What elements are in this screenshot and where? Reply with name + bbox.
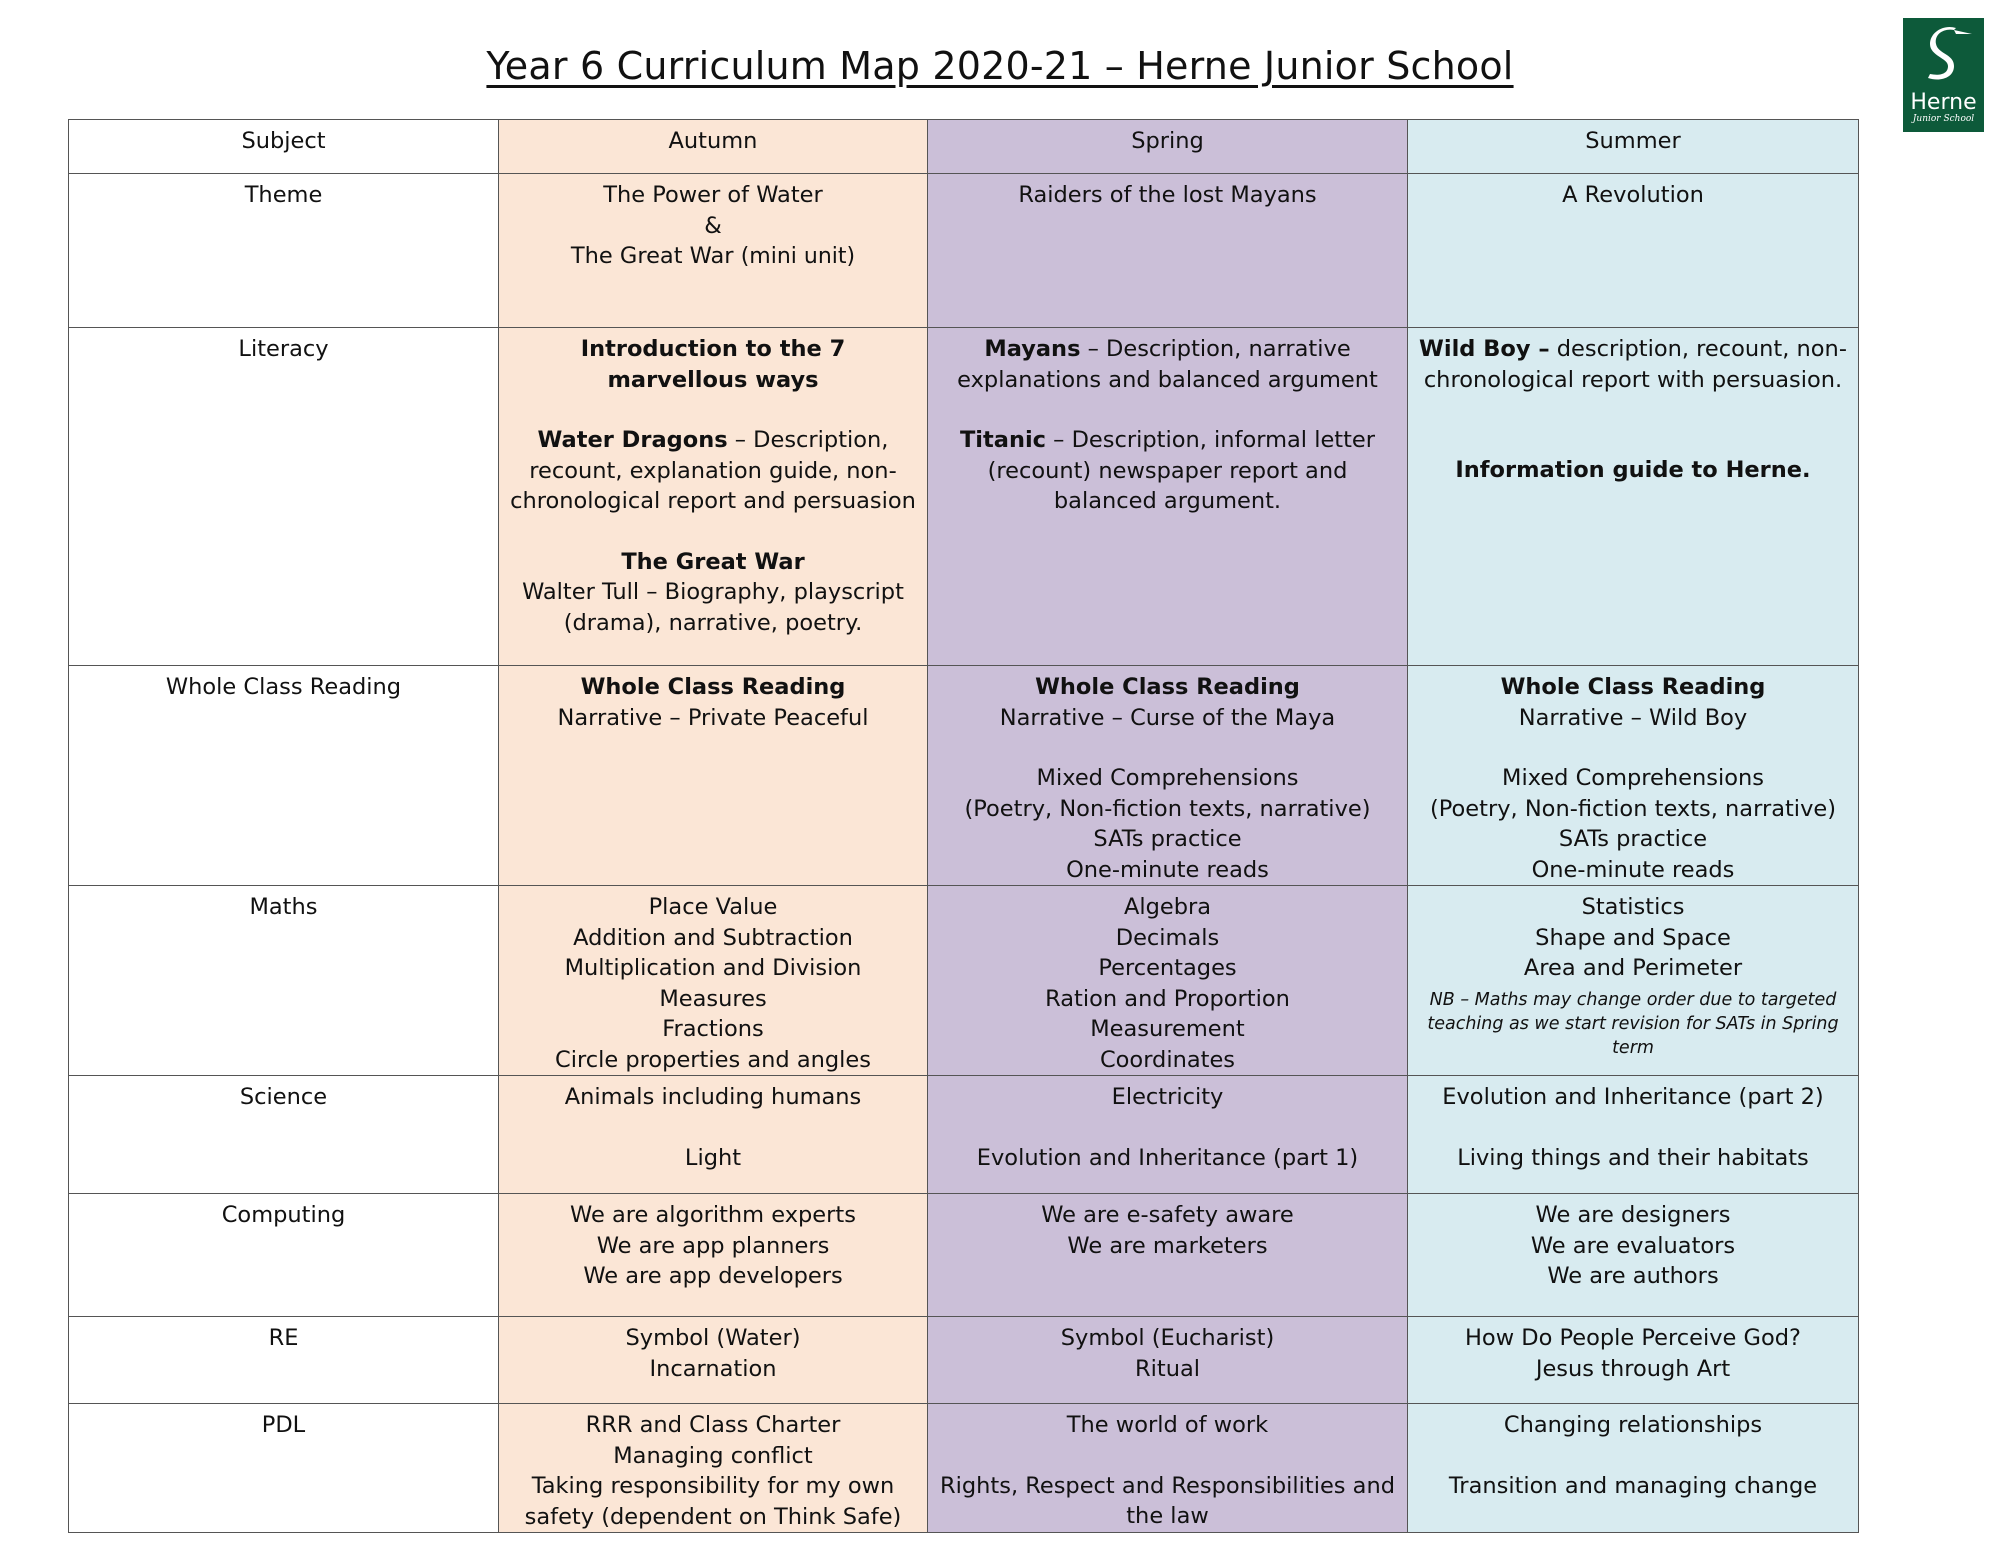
science-autumn-item: Light xyxy=(684,1144,742,1171)
maths-autumn-item: Circle properties and angles xyxy=(555,1046,871,1073)
maths-spring-item: Decimals xyxy=(1115,924,1220,951)
literacy-summer-wild-boy: Wild Boy – xyxy=(1419,336,1550,362)
reading-summer-line: SATs practice xyxy=(1558,826,1708,852)
logo-subtitle: Junior School xyxy=(1912,114,1975,124)
maths-summer xyxy=(1408,886,1859,1076)
theme-autumn-line: The Power of Water xyxy=(603,182,823,208)
theme-autumn-mini: (mini unit) xyxy=(740,244,856,269)
maths-autumn xyxy=(499,886,928,1076)
pdl-spring xyxy=(928,1404,1408,1533)
science-autumn-item: Animals including humans xyxy=(564,1084,862,1110)
re-summer xyxy=(1408,1317,1859,1404)
computing-autumn xyxy=(499,1194,928,1317)
re-spring-item: Ritual xyxy=(1134,1355,1200,1382)
header-spring: Spring xyxy=(928,120,1408,174)
maths-summer-item: Statistics xyxy=(1581,894,1685,920)
re-summer-item: How Do People Perceive God? xyxy=(1465,1325,1801,1351)
subject-theme: Theme xyxy=(69,174,499,328)
science-summer-item: Evolution and Inheritance (part 2) xyxy=(1442,1084,1824,1110)
computing-autumn-item: We are app developers xyxy=(583,1263,843,1289)
maths-summer-note: NB – Maths may change order due to targeted teaching as we start revision for SATs in Spring term xyxy=(1427,989,1839,1058)
reading-spring-line: One-minute reads xyxy=(1066,856,1269,883)
row-maths xyxy=(69,886,1859,1076)
heron-logo-icon xyxy=(1914,24,1974,90)
literacy-summer xyxy=(1408,328,1859,666)
curriculum-table xyxy=(68,119,1859,1533)
maths-spring-item: Algebra xyxy=(1123,894,1212,920)
science-summer-item: Living things and their habitats xyxy=(1457,1144,1809,1171)
header-summer: Summer xyxy=(1408,120,1859,174)
maths-autumn-item: Fractions xyxy=(662,1016,764,1042)
pdl-autumn xyxy=(499,1404,928,1533)
reading-summer-line: Mixed Comprehensions xyxy=(1502,765,1764,791)
re-summer-item: Jesus through Art xyxy=(1535,1355,1731,1382)
page-title: Year 6 Curriculum Map 2020-21 – Herne Junior School xyxy=(486,44,1514,88)
header-row xyxy=(69,120,1859,174)
logo-name: Herne xyxy=(1910,90,1977,115)
literacy-autumn-water-dragons: Water Dragons xyxy=(537,427,728,453)
reading-spring-line: (Poetry, Non-fiction texts, narrative) xyxy=(964,795,1371,822)
literacy-spring-mayans: Mayans xyxy=(984,336,1081,362)
computing-spring xyxy=(928,1194,1408,1317)
pdl-autumn-item: RRR and Class Charter xyxy=(585,1412,841,1438)
theme-spring: Raiders of the lost Mayans xyxy=(928,174,1408,328)
science-autumn xyxy=(499,1076,928,1194)
computing-summer-item: We are authors xyxy=(1547,1263,1719,1289)
subject-re: RE xyxy=(69,1317,499,1404)
reading-summer-line: Narrative – Wild Boy xyxy=(1518,704,1748,731)
re-autumn xyxy=(499,1317,928,1404)
reading-summer-line: One-minute reads xyxy=(1531,856,1735,883)
literacy-autumn-intro: Introduction to the 7 marvellous ways xyxy=(580,336,846,393)
maths-spring-item: Ration and Proportion xyxy=(1045,985,1290,1012)
subject-computing: Computing xyxy=(69,1194,499,1317)
pdl-autumn-item: Taking responsibility for my own safety (dependent on Think Safe) xyxy=(524,1473,902,1530)
literacy-autumn-great-war: The Great War xyxy=(621,548,805,575)
literacy-spring-titanic-text: – Description, informal letter (recount) newspaper report and balanced argument. xyxy=(987,427,1376,514)
pdl-spring-item: Rights, Respect and Responsibilities and the law xyxy=(939,1472,1396,1529)
computing-spring-item: We are e-safety aware xyxy=(1041,1202,1294,1228)
row-re xyxy=(69,1317,1859,1404)
subject-reading: Whole Class Reading xyxy=(69,666,499,886)
computing-summer-item: We are designers xyxy=(1535,1202,1731,1228)
reading-summer-heading: Whole Class Reading xyxy=(1500,674,1766,700)
maths-spring-item: Coordinates xyxy=(1099,1046,1236,1073)
row-theme xyxy=(69,174,1859,328)
school-logo xyxy=(1903,18,1984,132)
subject-literacy: Literacy xyxy=(69,328,499,666)
re-spring-item: Symbol (Eucharist) xyxy=(1060,1325,1275,1351)
maths-autumn-item: Place Value xyxy=(648,894,778,920)
row-science xyxy=(69,1076,1859,1194)
row-literacy xyxy=(69,328,1859,666)
reading-spring-heading: Whole Class Reading xyxy=(1035,674,1300,700)
reading-spring xyxy=(928,666,1408,886)
reading-autumn xyxy=(499,666,928,886)
literacy-autumn-water-dragons-text: – Description, recount, explanation guide, non-chronological report and persuasion xyxy=(510,427,916,514)
computing-autumn-item: We are app planners xyxy=(596,1232,830,1259)
literacy-spring-mayans-text: – Description, narrative explanations and balanced argument xyxy=(957,336,1378,393)
science-summer xyxy=(1408,1076,1859,1194)
science-spring xyxy=(928,1076,1408,1194)
reading-spring-line: Narrative – Curse of the Maya xyxy=(999,704,1336,731)
row-computing xyxy=(69,1194,1859,1317)
reading-summer-line: (Poetry, Non-fiction texts, narrative) xyxy=(1430,795,1836,822)
subject-maths: Maths xyxy=(69,886,499,1076)
row-reading xyxy=(69,666,1859,886)
subject-pdl: PDL xyxy=(69,1404,499,1533)
computing-summer xyxy=(1408,1194,1859,1317)
reading-autumn-heading: Whole Class Reading xyxy=(580,674,846,700)
maths-autumn-item: Multiplication and Division xyxy=(564,955,862,981)
re-spring xyxy=(928,1317,1408,1404)
pdl-summer-item: Transition and managing change xyxy=(1448,1472,1818,1499)
theme-autumn-great-war: The Great War xyxy=(570,243,734,269)
pdl-spring-item: The world of work xyxy=(1066,1412,1269,1438)
reading-summer xyxy=(1408,666,1859,886)
maths-autumn-item: Addition and Subtraction xyxy=(573,924,853,951)
subject-science: Science xyxy=(69,1076,499,1194)
maths-spring-item: Measurement xyxy=(1090,1016,1245,1042)
theme-autumn-line xyxy=(509,241,917,273)
re-autumn-item: Symbol (Water) xyxy=(625,1325,801,1351)
science-spring-item: Evolution and Inheritance (part 1) xyxy=(976,1144,1359,1171)
reading-autumn-line: Narrative – Private Peaceful xyxy=(557,704,869,731)
literacy-summer-wild-boy-text: description, recount, non-chronological report with persuasion. xyxy=(1423,336,1847,393)
literacy-autumn-great-war-text: Walter Tull – Biography, playscript (drama), narrative, poetry. xyxy=(522,579,904,636)
maths-summer-item: Shape and Space xyxy=(1535,924,1731,951)
computing-spring-item: We are marketers xyxy=(1067,1232,1268,1259)
header-autumn: Autumn xyxy=(499,120,928,174)
computing-summer-item: We are evaluators xyxy=(1530,1232,1736,1259)
literacy-spring-titanic: Titanic xyxy=(959,427,1047,453)
maths-spring xyxy=(928,886,1408,1076)
maths-autumn-item: Measures xyxy=(659,985,767,1012)
reading-spring-line: SATs practice xyxy=(1093,826,1242,852)
header-subject: Subject xyxy=(69,120,499,174)
theme-summer: A Revolution xyxy=(1408,174,1859,328)
pdl-summer-item: Changing relationships xyxy=(1503,1412,1763,1438)
theme-autumn xyxy=(499,174,928,328)
row-pdl xyxy=(69,1404,1859,1533)
reading-spring-line: Mixed Comprehensions xyxy=(1036,765,1299,791)
pdl-summer xyxy=(1408,1404,1859,1533)
re-autumn-item: Incarnation xyxy=(649,1355,777,1382)
science-spring-item: Electricity xyxy=(1111,1084,1224,1110)
computing-autumn-item: We are algorithm experts xyxy=(570,1202,856,1228)
theme-autumn-line: & xyxy=(704,212,722,239)
maths-summer-item: Area and Perimeter xyxy=(1523,955,1743,981)
literacy-summer-guide: Information guide to Herne. xyxy=(1455,457,1811,483)
literacy-autumn xyxy=(499,328,928,666)
pdl-autumn-item: Managing conflict xyxy=(613,1442,813,1469)
maths-spring-item: Percentages xyxy=(1098,955,1237,981)
literacy-spring xyxy=(928,328,1408,666)
